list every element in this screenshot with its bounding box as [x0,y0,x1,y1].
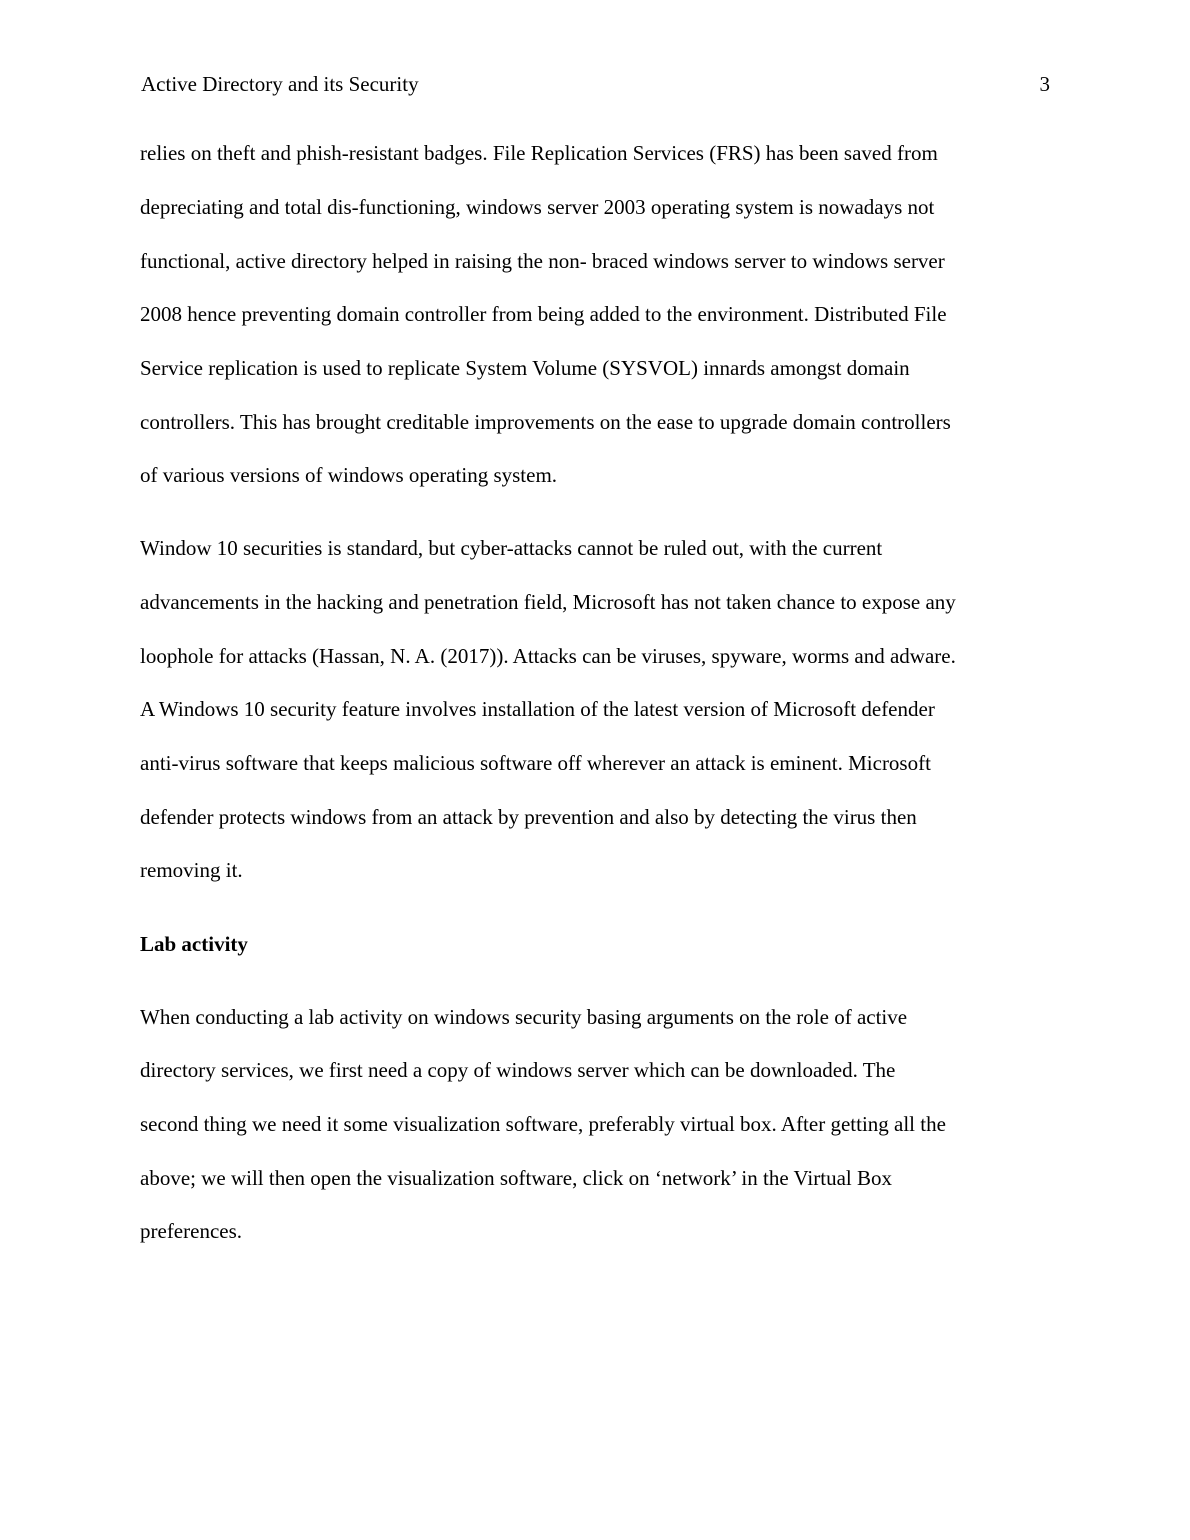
header-title: Active Directory and its Security [141,72,419,96]
text-line: of various versions of windows operating system. [140,463,558,487]
text-line: defender protects windows from an attack by prevention and also by detecting the virus then [140,805,917,829]
text-line: second thing we need it some visualization software, preferably virtual box. After getting all the [140,1112,946,1136]
text-line: preferences. [140,1219,243,1243]
text-line: above; we will then open the visualization software, click on ‘network’ in the Virtual Box [140,1166,893,1190]
text-line: loophole for attacks (Hassan, N. A. (2017)). Attacks can be viruses, spyware, worms and adware. [140,644,956,668]
text-line: advancements in the hacking and penetration field, Microsoft has not taken chance to expose any [140,590,956,614]
text-line: Service replication is used to replicate System Volume (SYSVOL) innards amongst domain [140,356,910,380]
text-line: depreciating and total dis-functioning, windows server 2003 operating system is nowadays not [140,195,935,219]
text-line: Window 10 securities is standard, but cyber-attacks cannot be ruled out, with the current [140,536,883,560]
text-line: controllers. This has brought creditable improvements on the ease to upgrade domain controllers [140,410,951,434]
text-line: When conducting a lab activity on windows security basing arguments on the role of active [140,1005,908,1029]
page-number: 3 [1039,72,1050,96]
text-line: anti-virus software that keeps malicious software off wherever an attack is eminent. Microsoft [140,751,931,775]
text-line: removing it. [140,858,243,882]
text-line: directory services, we first need a copy of windows server which can be downloaded. The [140,1058,896,1082]
text-line: A Windows 10 security feature involves installation of the latest version of Microsoft defender [140,697,935,721]
section-heading: Lab activity [140,932,248,956]
text-line: relies on theft and phish-resistant badges. File Replication Services (FRS) has been saved from [140,141,938,165]
text-line: 2008 hence preventing domain controller from being added to the environment. Distributed File [140,302,947,326]
text-line: functional, active directory helped in raising the non- braced windows server to windows server [140,249,945,273]
running-header [141,70,1050,98]
